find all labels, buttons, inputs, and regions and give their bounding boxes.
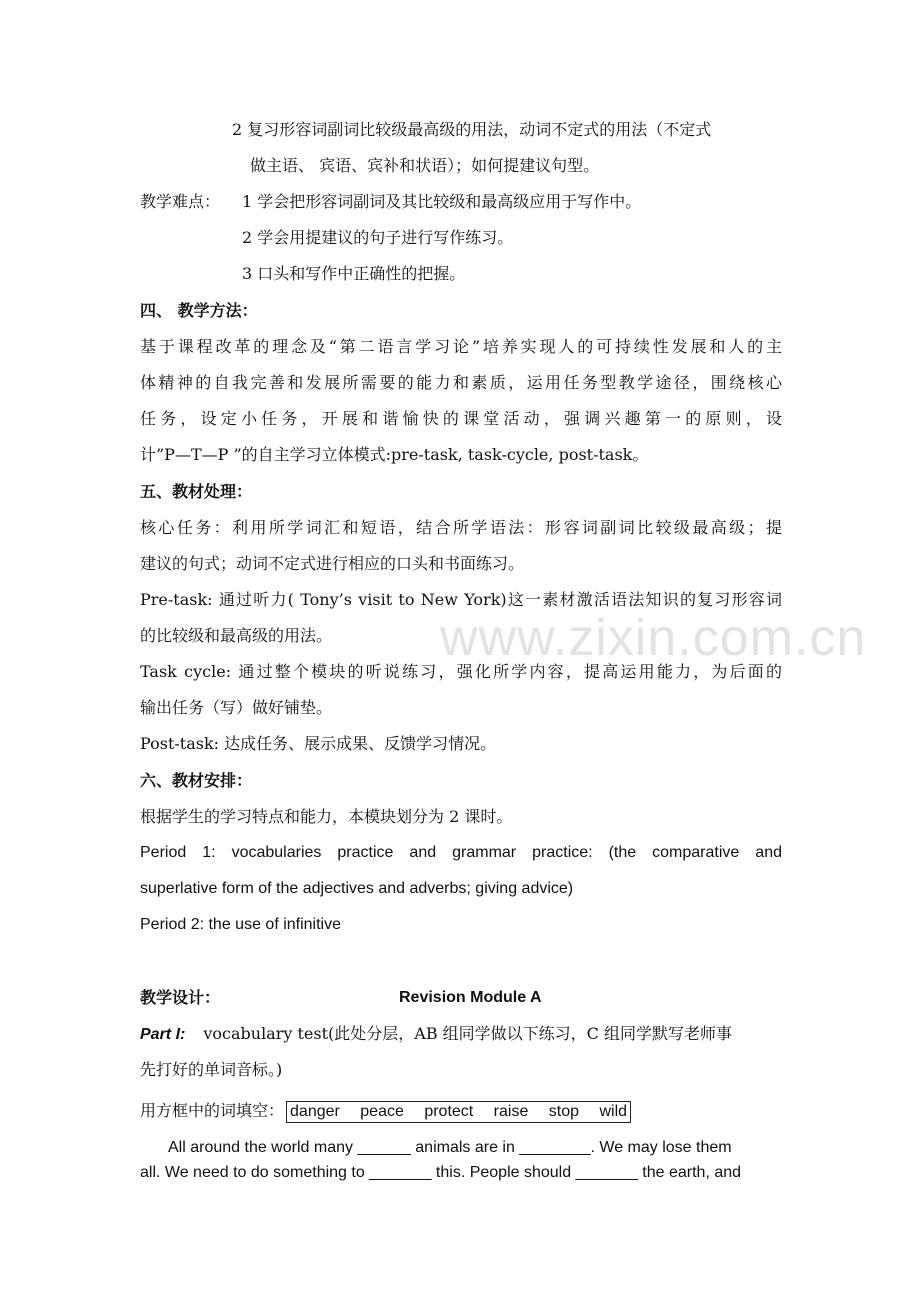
pre-task-line1: Pre-task: 通过听力( Tony’s visit to New York)这一素材激活语法知识的复习形容词 <box>140 590 782 609</box>
difficulty-1: 1 学会把形容词副词及其比较级和最高级应用于写作中。 <box>242 192 642 211</box>
part1-text: vocabulary test(此处分层，AB 组同学做以下练习，C 组同学默写老师事 <box>203 1024 733 1043</box>
heading-material-arrangement: 六、教材安排： <box>140 771 253 790</box>
arrangement-line1: 根据学生的学习特点和能力，本模块划分为 2 课时。 <box>140 807 513 826</box>
methods-para-line3: 任务，设定小任务，开展和谐愉快的课堂活动，强调兴趣第一的原则，设 <box>140 409 782 428</box>
word-bank-box: danger peace protect raise stop wild <box>286 1101 631 1123</box>
design-label: 教学设计： <box>140 988 221 1007</box>
post-task-line: Post-task: 达成任务、展示成果、反馈学习情况。 <box>140 734 497 753</box>
design-title: Revision Module A <box>399 989 542 1006</box>
period2-line: Period 2: the use of infinitive <box>140 916 342 933</box>
difficulty-2: 2 学会用提建议的句子进行写作练习。 <box>242 228 514 247</box>
part1-label: Part I: <box>140 1026 186 1043</box>
exercise-line2: all. We need to do something to _______ this. People should _______ the earth, and <box>140 1164 742 1181</box>
objective-2-line2: 做主语、 宾语、宾补和状语）；如何提建议句型。 <box>250 156 600 175</box>
methods-para-line1: 基于课程改革的理念及“第二语言学习论”培养实现人的可持续性发展和人的主 <box>140 337 782 356</box>
difficulty-label: 教学难点： <box>140 192 221 211</box>
period1-line1: Period 1: vocabularies practice and grammar practice: (the comparative and <box>140 844 782 861</box>
part1-line2: 先打好的单词音标。) <box>140 1060 283 1079</box>
difficulty-3: 3 口头和写作中正确性的把握。 <box>242 264 466 283</box>
methods-para-line4: 计”P—T—P ”的自主学习立体模式:pre-task, task-cycle, post-task。 <box>140 445 649 464</box>
part1-line1 <box>140 1023 732 1046</box>
watermark: www.zixin.com.cn <box>440 609 867 667</box>
heading-material-processing: 五、教材处理： <box>140 482 253 501</box>
exercise-line1: All around the world many ______ animals are in ________. We may lose them <box>168 1139 732 1156</box>
pre-task-line2: 的比较级和最高级的用法。 <box>140 626 333 645</box>
fill-in-label: 用方框中的词填空： <box>140 1101 285 1120</box>
task-cycle-line2: 输出任务（写）做好铺垫。 <box>140 698 333 717</box>
methods-para-line2: 体精神的自我完善和发展所需要的能力和素质，运用任务型教学途径，围绕核心 <box>140 373 782 392</box>
fill-in-row <box>140 1100 631 1123</box>
core-task-line2: 建议的句式；动词不定式进行相应的口头和书面练习。 <box>140 554 525 573</box>
objective-2-line1: 2 复习形容词副词比较级最高级的用法，动词不定式的用法（不定式 <box>232 120 712 139</box>
period1-line2: superlative form of the adjectives and adverbs; giving advice) <box>140 880 574 897</box>
task-cycle-line1: Task cycle: 通过整个模块的听说练习，强化所学内容，提高运用能力，为后面的 <box>140 662 782 681</box>
heading-teaching-methods: 四、 教学方法： <box>140 301 258 320</box>
core-task-line1: 核心任务：利用所学词汇和短语，结合所学语法：形容词副词比较级最高级；提 <box>140 518 782 537</box>
